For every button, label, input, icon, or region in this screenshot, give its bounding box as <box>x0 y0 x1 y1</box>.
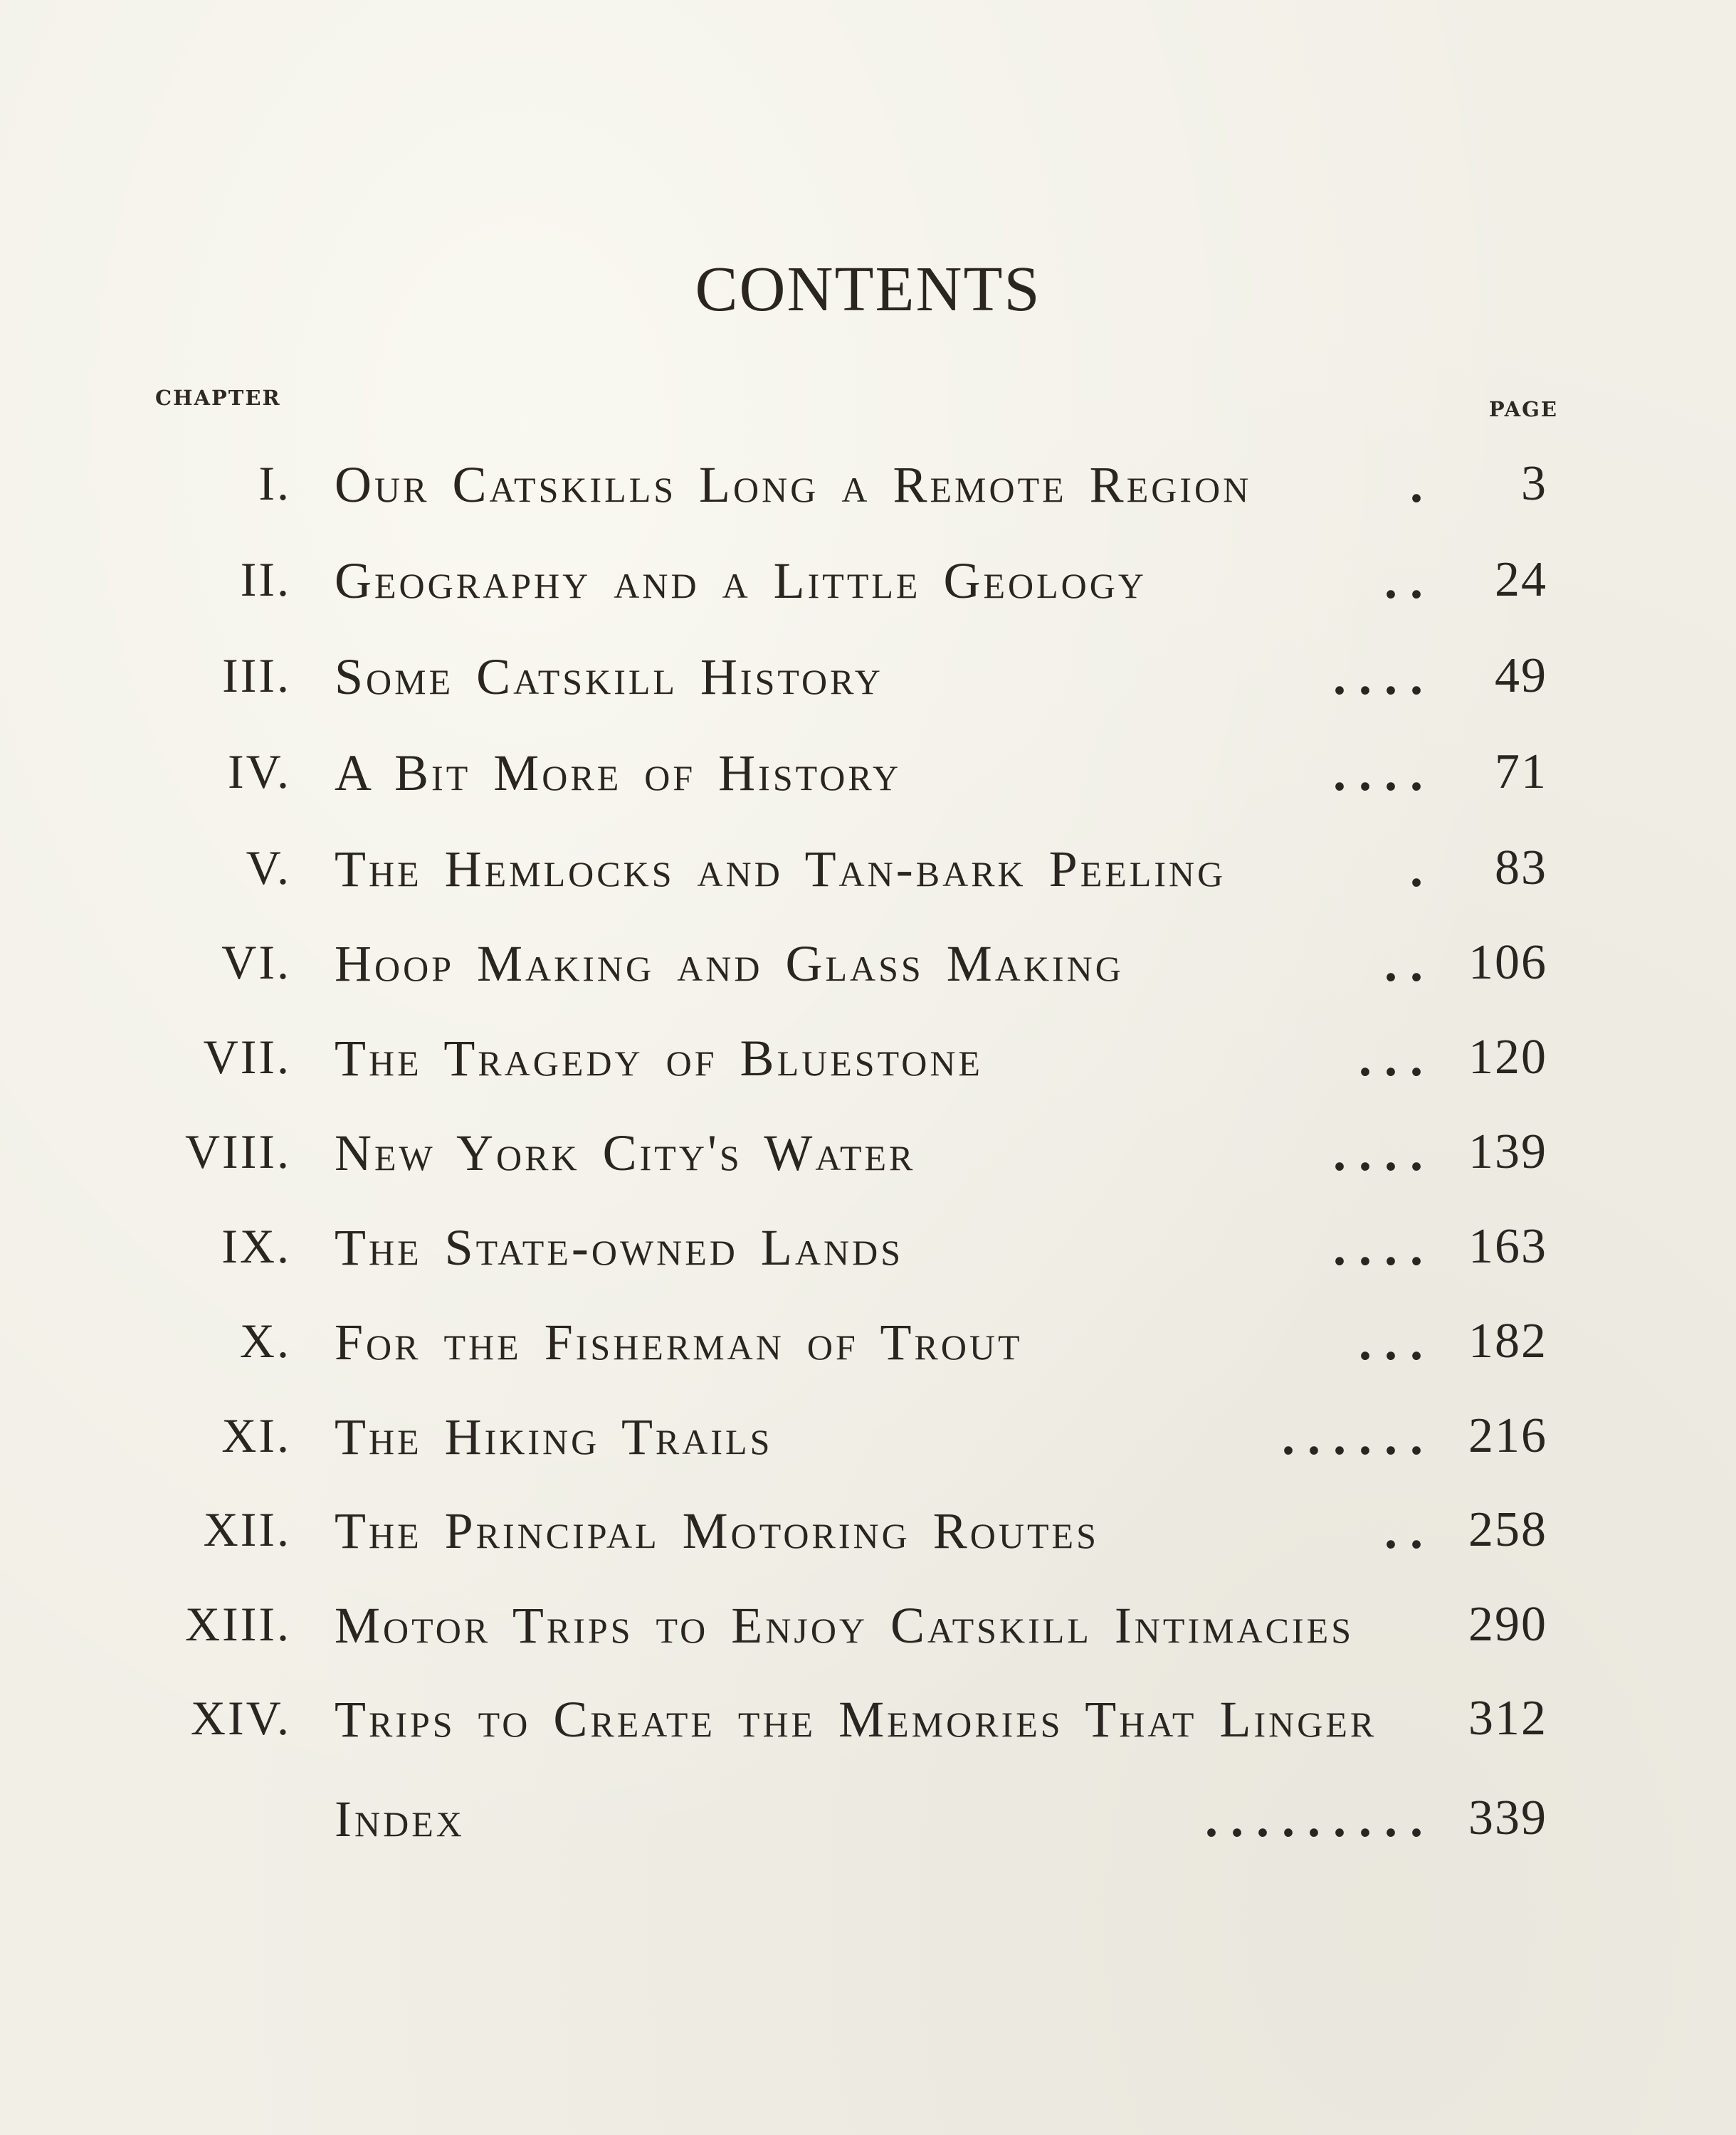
page-number: 49 <box>1495 648 1547 703</box>
chapter-title: New York City's Water <box>335 1124 916 1181</box>
page-number: 290 <box>1468 1597 1547 1652</box>
page-number: 3 <box>1521 456 1547 511</box>
chapter-title: The Tragedy of Bluestone <box>335 1030 983 1087</box>
page-number: 216 <box>1468 1408 1547 1463</box>
chapter-numeral: XII. <box>203 1502 291 1556</box>
chapter-title: A Bit More of History <box>335 744 902 801</box>
chapter-numeral: VI. <box>221 935 291 989</box>
chapter-column-heading: CHAPTER <box>155 386 281 410</box>
chapter-title: For the Fisherman of Trout <box>335 1314 1023 1371</box>
page-number: 120 <box>1468 1030 1547 1085</box>
dot-leader: . . <box>1384 1502 1423 1559</box>
contents-row <box>0 648 1736 726</box>
chapter-numeral: XI. <box>221 1408 291 1462</box>
page-title: CONTENTS <box>695 254 1041 325</box>
chapter-title: The Hemlocks and Tan-bark Peeling <box>335 840 1226 897</box>
index-title: Index <box>335 1791 465 1847</box>
chapter-title: Trips to Create the Memories That Linger <box>335 1691 1377 1748</box>
chapter-title: Some Catskill History <box>335 648 883 705</box>
chapter-title: Hoop Making and Glass Making <box>335 935 1124 992</box>
chapter-numeral: V. <box>246 840 291 895</box>
chapter-numeral: XIII. <box>184 1597 291 1651</box>
page-number: 182 <box>1468 1314 1547 1369</box>
contents-row <box>0 455 1736 534</box>
page-column-heading: PAGE <box>1488 397 1558 421</box>
page-number: 339 <box>1468 1791 1547 1845</box>
dot-leader: . . . . <box>1333 1219 1423 1276</box>
contents-row <box>0 840 1736 918</box>
page-number: 312 <box>1468 1691 1547 1746</box>
page-number: 83 <box>1495 840 1547 895</box>
chapter-numeral: I. <box>258 456 291 510</box>
dot-leader: . . . . <box>1333 648 1423 705</box>
page-number: 71 <box>1495 744 1547 799</box>
chapter-title: Our Catskills Long a Remote Region <box>335 456 1252 513</box>
dot-leader: . . . . . . <box>1282 1408 1423 1465</box>
chapter-numeral: IV. <box>228 744 291 798</box>
chapter-numeral: II. <box>240 552 291 606</box>
contents-row <box>0 744 1736 822</box>
contents-row <box>0 1218 1736 1297</box>
page-number: 163 <box>1468 1219 1547 1274</box>
dot-leader: . <box>1410 840 1423 897</box>
page-number: 106 <box>1468 935 1547 990</box>
chapter-numeral: XIV. <box>190 1691 291 1745</box>
dot-leader: . . <box>1384 552 1423 609</box>
chapter-title: The State-owned Lands <box>335 1219 904 1276</box>
chapter-numeral: VII. <box>203 1030 291 1084</box>
page-number: 258 <box>1468 1502 1547 1557</box>
contents-row <box>0 1124 1736 1202</box>
chapter-numeral: X. <box>239 1314 291 1368</box>
chapter-title: Motor Trips to Enjoy Catskill Intimacies <box>335 1597 1354 1654</box>
contents-row <box>0 1502 1736 1580</box>
dot-leader: . . . . . . . . . <box>1205 1791 1423 1847</box>
dot-leader: . . . . <box>1333 1124 1423 1181</box>
contents-row <box>0 1690 1736 1768</box>
dot-leader: . . . . <box>1333 744 1423 801</box>
chapter-title: The Principal Motoring Routes <box>335 1502 1099 1559</box>
dot-leader: . . . <box>1359 1314 1423 1371</box>
contents-row <box>0 1029 1736 1107</box>
contents-row <box>0 1408 1736 1486</box>
contents-row <box>0 934 1736 1013</box>
contents-row <box>0 1596 1736 1675</box>
chapter-title: Geography and a Little Geology <box>335 552 1147 609</box>
chapter-title: The Hiking Trails <box>335 1408 773 1465</box>
page-number: 24 <box>1495 552 1547 607</box>
page-number: 139 <box>1468 1124 1547 1179</box>
contents-row <box>0 1313 1736 1391</box>
dot-leader: . <box>1410 456 1423 513</box>
chapter-numeral: IX. <box>221 1219 291 1273</box>
contents-row-index <box>0 1790 1736 1868</box>
chapter-numeral: VIII. <box>184 1124 291 1179</box>
dot-leader: . . . <box>1359 1030 1423 1087</box>
chapter-numeral: III. <box>222 648 291 702</box>
dot-leader: . . <box>1384 935 1423 992</box>
contents-row <box>0 552 1736 630</box>
